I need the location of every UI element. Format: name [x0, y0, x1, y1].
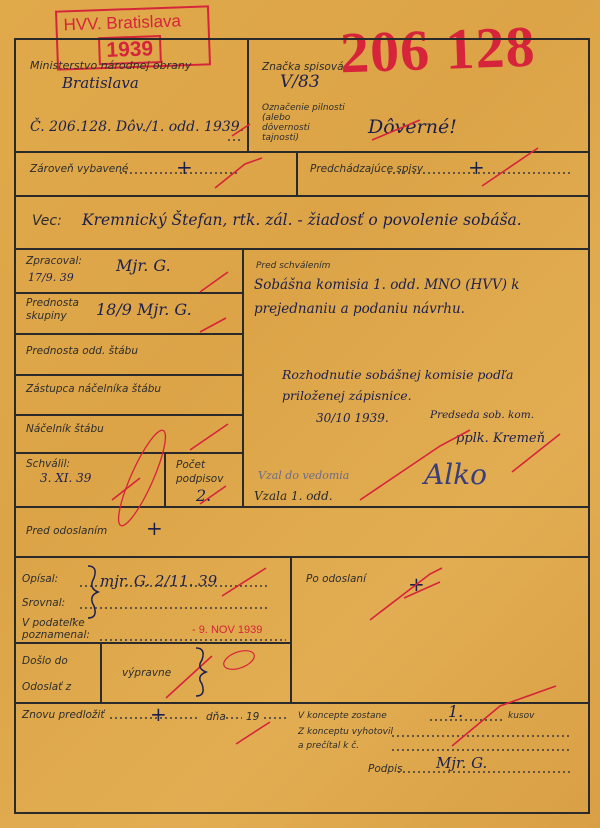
sensitivity-label-1: Označenie pilnosti: [262, 103, 345, 113]
copied-value: mjr. G. 2/11. 39: [100, 572, 218, 590]
sensitivity-label-2: (alebo: [262, 113, 291, 123]
previous-files-mark: +: [468, 155, 485, 179]
ministry-label: Ministerstvo národnej obrany: [30, 59, 192, 72]
received-label-1: Došlo do: [22, 655, 68, 667]
copied-label: Opísal:: [22, 573, 59, 585]
office-label: výpravne: [122, 667, 172, 679]
concept-processed-label-1: Z konceptu vyhotovil: [298, 727, 393, 737]
section-head-label-2: skupiny: [26, 310, 67, 322]
noted-label-2: poznamenal:: [22, 629, 90, 641]
before-note: Sobášna komisia 1. odd. MNO (HVV) k prejednaniu a podaniu návrhu.: [254, 277, 520, 317]
dept-head-label: Prednosta odd. štábu: [26, 345, 138, 357]
noted-date-stamp: - 9. NOV 1939: [192, 624, 263, 636]
chief-label: Náčelník štábu: [26, 423, 104, 435]
approved-label: Schválil:: [26, 458, 71, 470]
dispatched-mark: +: [176, 155, 193, 179]
prepared-sig: Mjr. G.: [116, 256, 171, 275]
sheet-count-label-2: podpisov: [176, 473, 224, 485]
again-submit-mark: +: [150, 702, 167, 726]
day-label: dňa: [206, 711, 226, 723]
reference-number: Č. 206.128. Dôv./1. odd. 1939.: [30, 119, 245, 135]
received-by: Vzala 1. odd.: [254, 489, 333, 503]
urgency-value: Dôverné!: [368, 116, 457, 138]
copies-label: kusov: [508, 711, 535, 721]
concept-processed-label-2: a prečítal k č.: [298, 741, 360, 751]
sensitivity-label-3: dôvernosti: [262, 123, 310, 133]
decision-date: 30/10 1939.: [316, 411, 389, 425]
sheet-count-value: 2.: [196, 486, 212, 505]
noted-label-1: V podateľke: [22, 617, 85, 629]
compared-label: Srovnal:: [22, 597, 66, 609]
received-signature: Alko: [424, 458, 487, 491]
previous-files-label: Predchádzajúce spisy: [310, 163, 424, 175]
subject-value: Kremnický Štefan, rtk. zál. - žiadosť o povolenie sobáša.: [82, 211, 522, 229]
commission-head: Predseda sob. kom.: [430, 409, 535, 421]
file-number: 206 128: [338, 13, 537, 86]
section-sig: 18/9 Mjr. G.: [96, 300, 192, 319]
subject-label: Vec:: [32, 213, 62, 229]
dispatched-label: Zároveň vybavené: [30, 163, 129, 175]
again-submit-label: Znovu predložiť: [22, 709, 105, 721]
before-processing-label: Pred schválením: [256, 261, 331, 271]
before-sending-label: Pred odoslaním: [26, 525, 108, 537]
stamp-org: HVV. Bratislava: [63, 11, 182, 35]
sensitivity-label-4: tajnosti): [262, 133, 299, 143]
mark-label: Značka spisová: [262, 61, 344, 73]
section-head-label-1: Prednosta: [26, 297, 79, 309]
decision-text: Rozhodnutie sobášnej komisie podľa priloženej zápisnice.: [282, 367, 514, 404]
signature-value: Mjr. G.: [436, 754, 488, 772]
mark-value: V/83: [280, 72, 320, 92]
concept-saved-label: V koncepte zostane: [298, 711, 387, 721]
prepared-date: 17/9. 39: [28, 271, 74, 284]
deputy-chief-label: Zástupca náčelníka štábu: [26, 383, 162, 395]
sheet-count-label-1: Počet: [176, 459, 206, 471]
prepared-label: Zpracoval:: [26, 255, 82, 267]
ministry-location: Bratislava: [62, 74, 139, 92]
approved-date: 3. XI. 39: [40, 471, 92, 485]
concept-saved-value: 1.: [448, 702, 464, 721]
before-sending-mark: +: [146, 516, 163, 540]
year-label: 19: [246, 711, 260, 723]
after-sending-mark: +: [408, 572, 425, 596]
after-sending-label: Po odoslaní: [306, 573, 367, 585]
received-label-2: Odoslať z: [22, 681, 72, 693]
stamp-year: 1939: [98, 35, 162, 65]
signature-label: Podpis: [368, 763, 403, 775]
received-note: Vzal do vedomia: [258, 469, 350, 482]
commission-sig: pplk. Kremeň: [456, 431, 545, 446]
